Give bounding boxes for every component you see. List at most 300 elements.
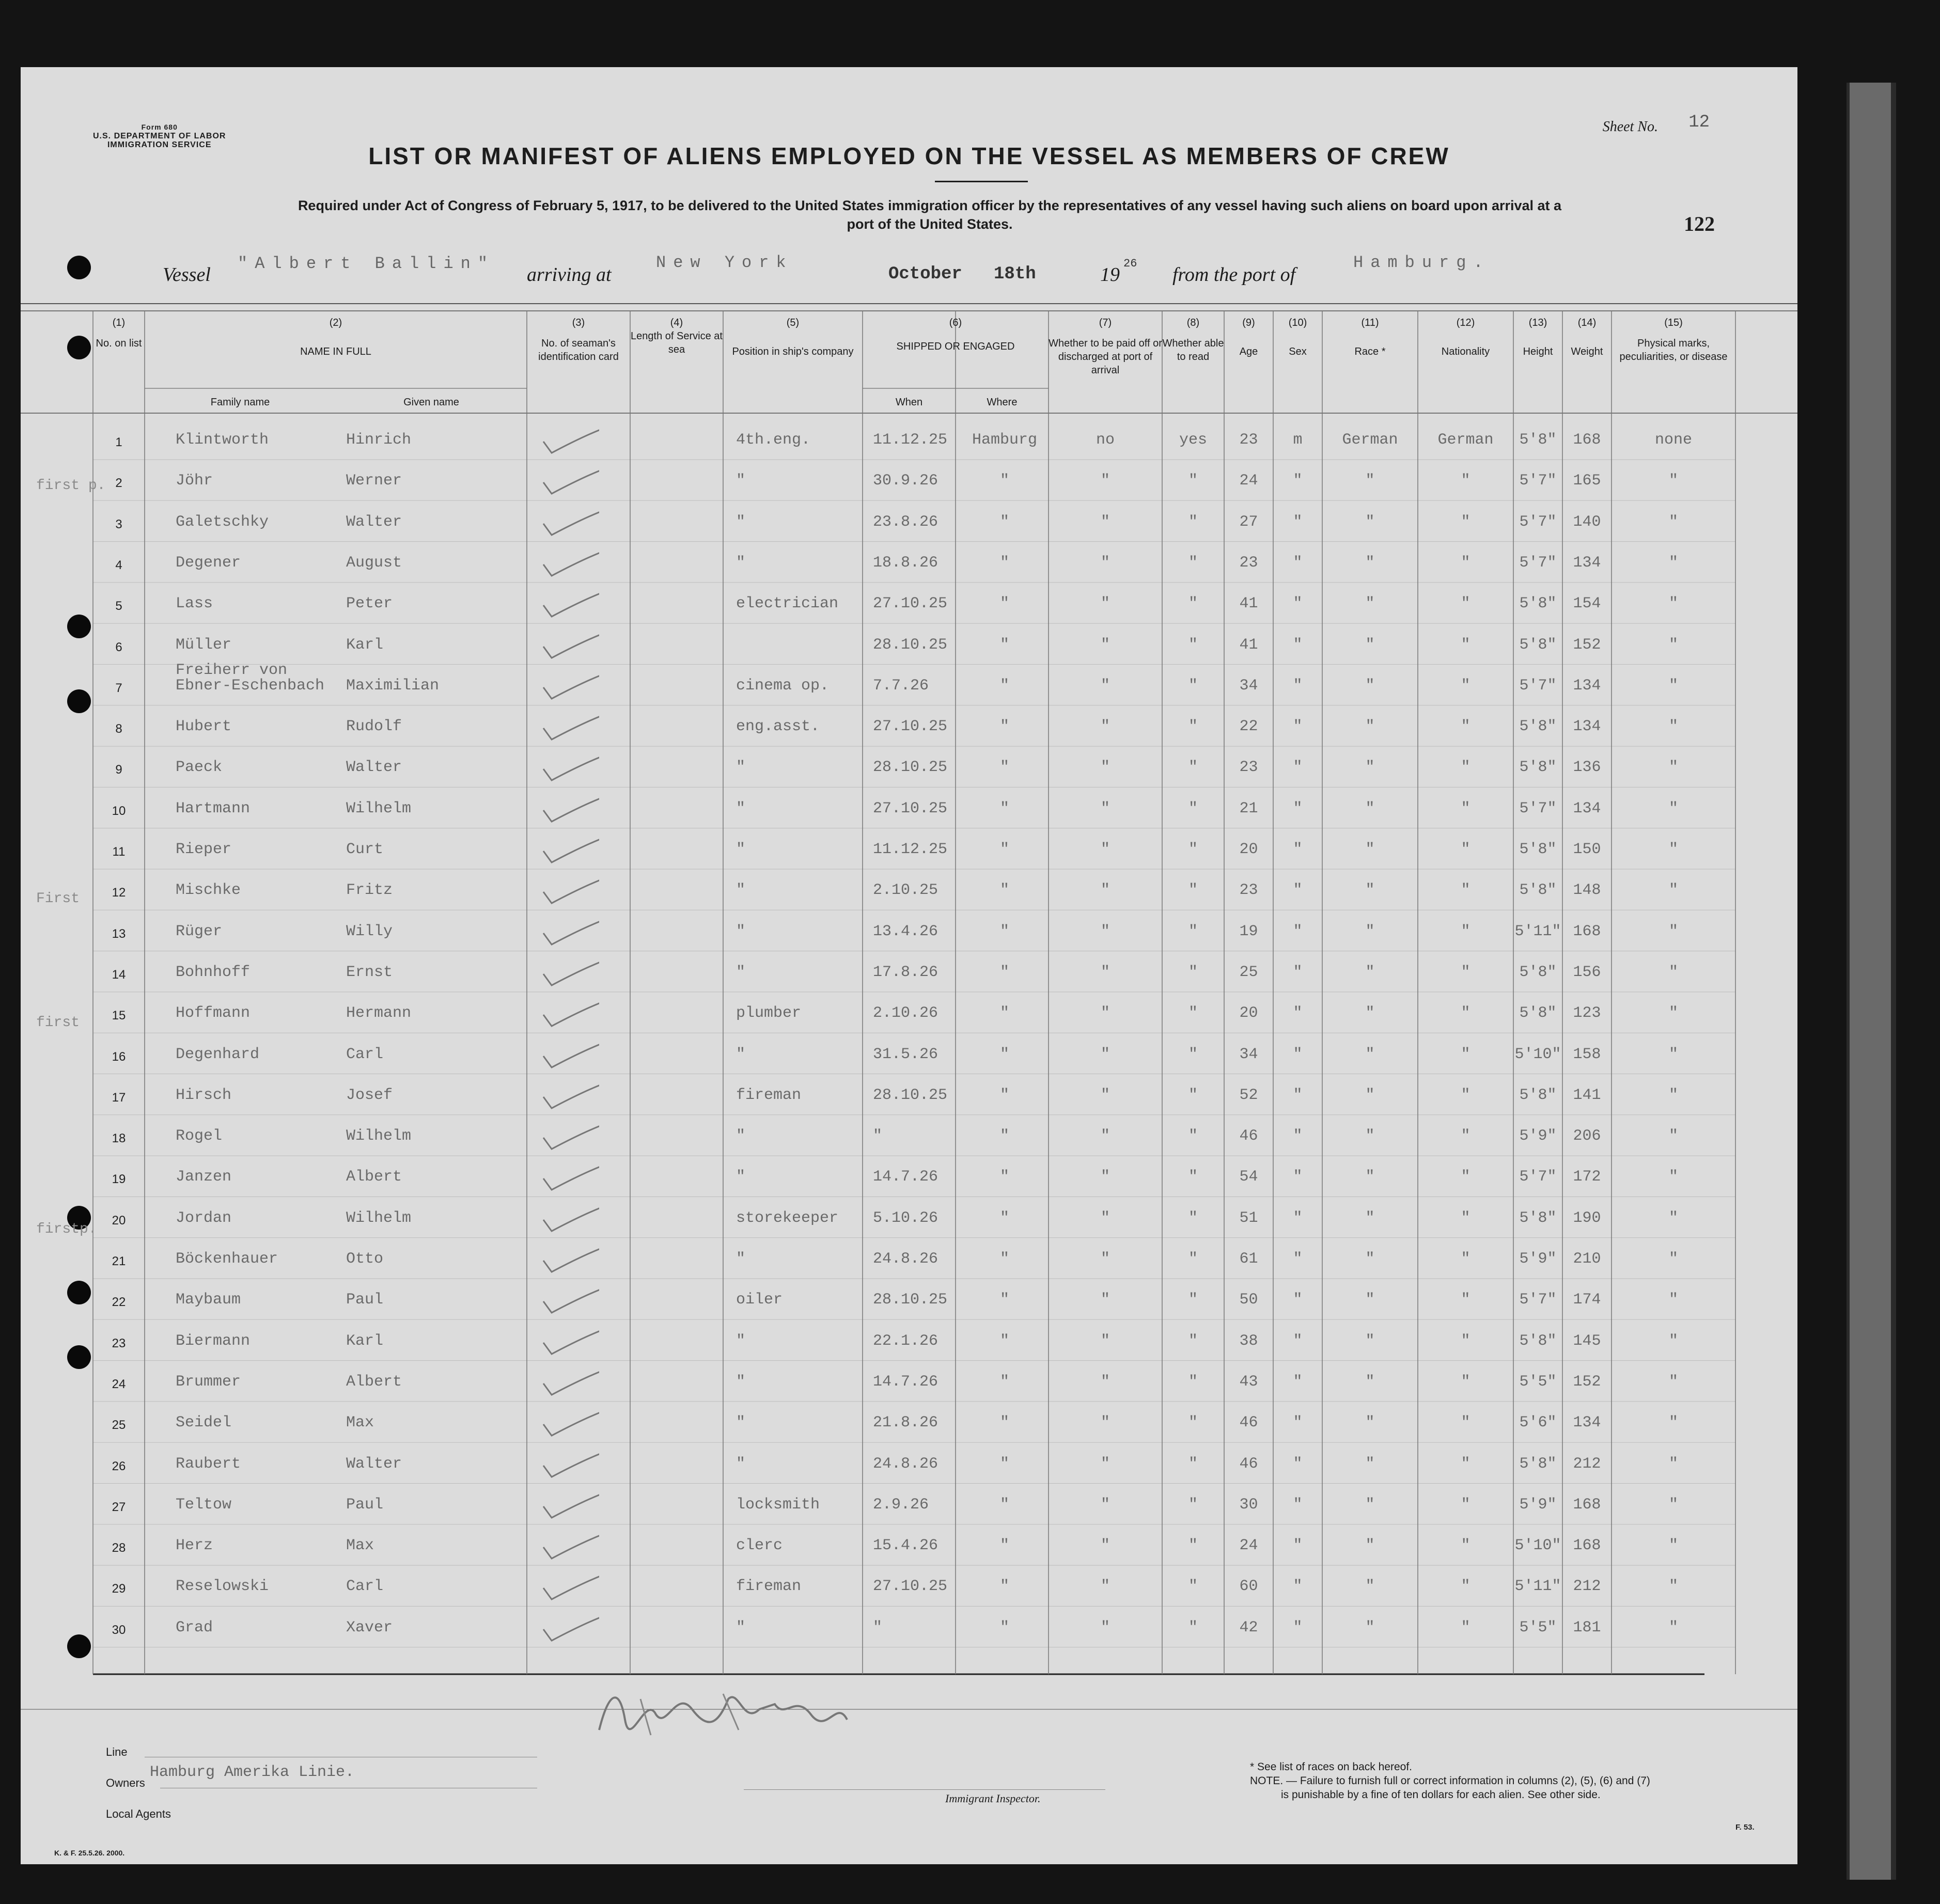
- row-number: 12: [112, 886, 126, 900]
- cell-weight: 181: [1573, 1618, 1601, 1637]
- cell-sex: ": [1293, 1209, 1303, 1227]
- cell-height: 5'7": [1519, 799, 1557, 817]
- cell-height: 5'7": [1519, 513, 1557, 531]
- cell-when: 23.8.26: [873, 513, 938, 531]
- col-paid-header: [1049, 316, 1162, 377]
- row-number: 8: [115, 722, 122, 736]
- col-service-header: [630, 316, 723, 356]
- cell-weight: 165: [1573, 472, 1601, 490]
- cell-given: Walter: [346, 759, 402, 777]
- cell-height: 5'8": [1519, 1455, 1557, 1473]
- cell-where: ": [999, 882, 1009, 900]
- cell-height: 5'7": [1519, 1291, 1557, 1309]
- cell-paid: ": [1100, 841, 1110, 858]
- cell-height: 5'8": [1519, 963, 1557, 981]
- cell-where: ": [999, 759, 1009, 777]
- check-mark-icon: [542, 1450, 599, 1481]
- cell-paid: ": [1100, 1045, 1110, 1063]
- check-mark-icon: [542, 1572, 599, 1603]
- cell-height: 5'8": [1519, 1209, 1557, 1227]
- subtitle-line: port of the United States.: [847, 216, 1013, 232]
- check-mark-icon: [542, 590, 599, 621]
- cell-height: 5'8": [1519, 841, 1557, 858]
- cell-read: ": [1188, 636, 1198, 654]
- owners-label: Owners: [106, 1776, 145, 1789]
- cell-read: ": [1188, 963, 1198, 981]
- cell-paid: ": [1100, 1414, 1110, 1432]
- sheet-number: 12: [1688, 113, 1710, 132]
- col-read-header: [1162, 316, 1224, 364]
- cell-height: 5'10": [1514, 1537, 1561, 1555]
- cell-height: 5'9": [1519, 1250, 1557, 1268]
- cell-height: 5'5": [1519, 1618, 1557, 1637]
- row-number: 24: [112, 1377, 126, 1391]
- cell-paid: ": [1100, 1250, 1110, 1268]
- cell-where: ": [999, 799, 1009, 817]
- cell-sex: ": [1293, 513, 1303, 531]
- cell-given: Josef: [346, 1086, 393, 1104]
- cell-when: 24.8.26: [873, 1455, 938, 1473]
- cell-when: 11.12.25: [873, 841, 948, 858]
- cell-marks: ": [1668, 882, 1678, 900]
- cell-age: 34: [1239, 1045, 1258, 1063]
- cell-paid: ": [1100, 1291, 1110, 1309]
- cell-race: ": [1365, 636, 1375, 654]
- cell-read: ": [1188, 513, 1198, 531]
- cell-where: ": [999, 1127, 1009, 1145]
- cell-family: Jöhr: [176, 472, 213, 490]
- line-label: Line: [106, 1745, 128, 1758]
- cell-nationality: ": [1461, 1618, 1470, 1637]
- cell-given: Albert: [346, 1168, 402, 1186]
- cell-where: ": [999, 676, 1009, 695]
- row-number: 15: [112, 1009, 126, 1023]
- col-number: (2): [329, 317, 342, 328]
- cell-family: Jordan: [176, 1209, 232, 1227]
- cell-marks: ": [1668, 636, 1678, 654]
- cell-age: 20: [1239, 841, 1258, 858]
- cell-given: Max: [346, 1537, 374, 1555]
- cell-marks: ": [1668, 554, 1678, 572]
- cell-position: cinema op.: [736, 676, 830, 695]
- cell-when: 28.10.25: [873, 1086, 948, 1104]
- cell-when: 7.7.26: [873, 676, 929, 695]
- cell-paid: ": [1100, 1004, 1110, 1022]
- cell-paid: ": [1100, 1455, 1110, 1473]
- cell-given: Hermann: [346, 1004, 412, 1022]
- inspector-signature: [589, 1678, 857, 1745]
- cell-weight: 148: [1573, 882, 1601, 900]
- cell-family: Degenhard: [176, 1045, 260, 1063]
- cell-marks: ": [1668, 1578, 1678, 1596]
- cell-where: ": [999, 1537, 1009, 1555]
- cell-read: ": [1188, 1332, 1198, 1350]
- cell-family: Hartmann: [176, 799, 251, 817]
- check-mark-icon: [542, 1081, 599, 1112]
- cell-read: ": [1188, 1209, 1198, 1227]
- cell-sex: ": [1293, 1496, 1303, 1514]
- cell-height: 5'7": [1519, 554, 1557, 572]
- col-number: (7): [1099, 317, 1112, 328]
- cell-family: Reselowski: [176, 1578, 269, 1596]
- cell-race: ": [1365, 595, 1375, 613]
- cell-given: Curt: [346, 841, 384, 858]
- row-number: 18: [112, 1131, 126, 1146]
- cell-position: ": [736, 1455, 746, 1473]
- cell-paid: ": [1100, 1618, 1110, 1637]
- cell-marks: ": [1668, 1537, 1678, 1555]
- cell-height: 5'8": [1519, 431, 1557, 449]
- adjacent-page-edge: [1847, 83, 1896, 1880]
- cell-weight: 168: [1573, 1537, 1601, 1555]
- cell-where: ": [999, 1045, 1009, 1063]
- check-mark-icon: [542, 958, 599, 989]
- col-label: NAME IN FULL: [300, 346, 371, 357]
- cell-read: ": [1188, 1537, 1198, 1555]
- cell-marks: ": [1668, 718, 1678, 736]
- cell-race: ": [1365, 1004, 1375, 1022]
- cell-paid: ": [1100, 1127, 1110, 1145]
- col-number: (12): [1456, 317, 1475, 328]
- cell-nationality: ": [1461, 963, 1470, 981]
- cell-sex: ": [1293, 759, 1303, 777]
- cell-nationality: ": [1461, 1045, 1470, 1063]
- cell-where: ": [999, 1455, 1009, 1473]
- penalty-note-continued: is punishable by a fine of ten dollars for each alien. See other side.: [1281, 1789, 1601, 1801]
- cell-paid: ": [1100, 1168, 1110, 1186]
- check-mark-icon: [542, 713, 599, 744]
- cell-given: Karl: [346, 1332, 384, 1350]
- cell-nationality: ": [1461, 1209, 1470, 1227]
- cell-where: ": [999, 513, 1009, 531]
- cell-weight: 134: [1573, 554, 1601, 572]
- check-mark-icon: [542, 836, 599, 867]
- cell-read: ": [1188, 799, 1198, 817]
- row-number: 20: [112, 1213, 126, 1228]
- cell-age: 46: [1239, 1414, 1258, 1432]
- cell-where: ": [999, 1250, 1009, 1268]
- cell-paid: ": [1100, 1332, 1110, 1350]
- cell-height: 5'8": [1519, 759, 1557, 777]
- col-label: No. of seaman's identification card: [538, 338, 619, 363]
- cell-where: ": [999, 841, 1009, 858]
- cell-read: ": [1188, 1127, 1198, 1145]
- cell-marks: ": [1668, 1455, 1678, 1473]
- cell-height: 5'5": [1519, 1373, 1557, 1391]
- col-label: Position in ship's company: [732, 346, 854, 357]
- cell-paid: ": [1100, 963, 1110, 981]
- col-label: SHIPPED OR ENGAGED: [896, 341, 1015, 352]
- cell-family: Teltow: [176, 1496, 232, 1514]
- cell-marks: ": [1668, 1127, 1678, 1145]
- cell-age: 51: [1239, 1209, 1258, 1227]
- col-no-header: [93, 316, 145, 350]
- cell-age: 52: [1239, 1086, 1258, 1104]
- cell-read: ": [1188, 841, 1198, 858]
- cell-race: ": [1365, 963, 1375, 981]
- cell-given: Walter: [346, 1455, 402, 1473]
- cell-when: 2.10.26: [873, 1004, 938, 1022]
- cell-marks: ": [1668, 922, 1678, 940]
- cell-weight: 168: [1573, 922, 1601, 940]
- col-number: (14): [1577, 317, 1597, 328]
- cell-paid: no: [1096, 431, 1115, 449]
- cell-where: Hamburg: [972, 431, 1038, 449]
- row-number: 25: [112, 1418, 126, 1433]
- cell-given: Albert: [346, 1373, 402, 1391]
- row-number: 10: [112, 804, 126, 818]
- cell-family: Paeck: [176, 759, 223, 777]
- cell-sex: ": [1293, 1332, 1303, 1350]
- local-agents-label: Local Agents: [106, 1807, 171, 1820]
- cell-family: Bohnhoff: [176, 963, 251, 981]
- cell-family: Rüger: [176, 922, 223, 940]
- cell-paid: ": [1100, 799, 1110, 817]
- row-number: 14: [112, 967, 126, 982]
- cell-race: ": [1365, 718, 1375, 736]
- cell-paid: ": [1100, 1373, 1110, 1391]
- row-number: 17: [112, 1090, 126, 1105]
- cell-race: ": [1365, 1127, 1375, 1145]
- row-number: 30: [112, 1623, 126, 1637]
- cell-where: ": [999, 718, 1009, 736]
- cell-position: oiler: [736, 1291, 783, 1309]
- margin-note: first: [36, 1015, 80, 1031]
- cell-given: Ernst: [346, 963, 393, 981]
- col-shipped-header: [863, 316, 1049, 353]
- cell-sex: ": [1293, 799, 1303, 817]
- cell-when: 30.9.26: [873, 472, 938, 490]
- cell-height: 5'9": [1519, 1496, 1557, 1514]
- cell-race: ": [1365, 1168, 1375, 1186]
- cell-weight: 141: [1573, 1086, 1601, 1104]
- cell-race: ": [1365, 1618, 1375, 1637]
- check-mark-icon: [542, 918, 599, 949]
- cell-when: 21.8.26: [873, 1414, 938, 1432]
- cell-nationality: ": [1461, 922, 1470, 940]
- cell-where: ": [999, 1086, 1009, 1104]
- cell-race: ": [1365, 676, 1375, 695]
- cell-nationality: ": [1461, 799, 1470, 817]
- cell-family: Hirsch: [176, 1086, 232, 1104]
- cell-weight: 172: [1573, 1168, 1601, 1186]
- cell-nationality: ": [1461, 1086, 1470, 1104]
- cell-given: Maximilian: [346, 676, 440, 695]
- cell-marks: ": [1668, 1209, 1678, 1227]
- cell-nationality: ": [1461, 1250, 1470, 1268]
- cell-given: Fritz: [346, 882, 393, 900]
- cell-sex: m: [1293, 431, 1303, 449]
- cell-nationality: ": [1461, 1373, 1470, 1391]
- cell-nationality: ": [1461, 1496, 1470, 1514]
- cell-given: Werner: [346, 472, 402, 490]
- cell-where: ": [999, 922, 1009, 940]
- cell-read: ": [1188, 882, 1198, 900]
- cell-sex: ": [1293, 554, 1303, 572]
- cell-height: 5'10": [1514, 1045, 1561, 1063]
- cell-sex: ": [1293, 1168, 1303, 1186]
- cell-weight: 152: [1573, 636, 1601, 654]
- cell-when: 27.10.25: [873, 595, 948, 613]
- cell-given: Wilhelm: [346, 799, 412, 817]
- cell-nationality: ": [1461, 472, 1470, 490]
- cell-weight: 158: [1573, 1045, 1601, 1063]
- cell-position: clerc: [736, 1537, 783, 1555]
- cell-sex: ": [1293, 963, 1303, 981]
- cell-position: 4th.eng.: [736, 431, 811, 449]
- cell-where: ": [999, 1496, 1009, 1514]
- cell-race: ": [1365, 1332, 1375, 1350]
- col-number: (10): [1288, 317, 1307, 328]
- row-number: 29: [112, 1582, 126, 1596]
- check-mark-icon: [542, 549, 599, 580]
- cell-where: ": [999, 1291, 1009, 1309]
- cell-paid: ": [1100, 718, 1110, 736]
- cell-family: Brummer: [176, 1373, 241, 1391]
- row-number: 21: [112, 1254, 126, 1268]
- cell-read: ": [1188, 472, 1198, 490]
- cell-sex: ": [1293, 472, 1303, 490]
- cell-weight: 152: [1573, 1373, 1601, 1391]
- cell-height: 5'11": [1514, 922, 1561, 940]
- cell-age: 19: [1239, 922, 1258, 940]
- year-suffix: 26: [1123, 257, 1137, 270]
- cell-family: Rogel: [176, 1127, 223, 1145]
- cell-position: ": [736, 1332, 746, 1350]
- cell-marks: ": [1668, 595, 1678, 613]
- cell-given: August: [346, 554, 402, 572]
- cell-weight: 174: [1573, 1291, 1601, 1309]
- check-mark-icon: [542, 467, 599, 498]
- cell-family: Maybaum: [176, 1291, 241, 1309]
- check-mark-icon: [542, 1041, 599, 1072]
- col-where-header: Where: [987, 397, 1018, 408]
- cell-given: Hinrich: [346, 431, 412, 449]
- col-card-header: [527, 316, 630, 364]
- row-number: 26: [112, 1459, 126, 1473]
- cell-race: ": [1365, 1537, 1375, 1555]
- manifest-sheet: [21, 67, 1797, 1864]
- cell-age: 61: [1239, 1250, 1258, 1268]
- cell-given: Karl: [346, 636, 384, 654]
- subtitle-line: Required under Act of Congress of February 5, 1917, to be delivered to the United States immigration officer by the representatives of any vessel having such aliens on board upon arrival at a: [298, 198, 1562, 213]
- cell-sex: ": [1293, 636, 1303, 654]
- cell-family: Lass: [176, 595, 213, 613]
- cell-position: ": [736, 472, 746, 490]
- cell-where: ": [999, 1332, 1009, 1350]
- cell-family: Hubert: [176, 718, 232, 736]
- cell-position: ": [736, 799, 746, 817]
- cell-weight: 206: [1573, 1127, 1601, 1145]
- cell-height: 5'7": [1519, 676, 1557, 695]
- cell-when: 13.4.26: [873, 922, 938, 940]
- check-mark-icon: [542, 1491, 599, 1522]
- inspector-underline: [744, 1789, 1105, 1790]
- cell-marks: ": [1668, 1045, 1678, 1063]
- cell-nationality: ": [1461, 1537, 1470, 1555]
- cell-height: 5'8": [1519, 595, 1557, 613]
- check-mark-icon: [542, 508, 599, 539]
- cell-position: fireman: [736, 1578, 802, 1596]
- cell-read: yes: [1179, 431, 1207, 449]
- cell-race: ": [1365, 1209, 1375, 1227]
- cell-given: Otto: [346, 1250, 384, 1268]
- cell-sex: ": [1293, 1045, 1303, 1063]
- cell-age: 38: [1239, 1332, 1258, 1350]
- cell-nationality: ": [1461, 1578, 1470, 1596]
- col-number: (4): [670, 317, 683, 328]
- cell-weight: 212: [1573, 1578, 1601, 1596]
- check-mark-icon: [542, 1204, 599, 1235]
- col-name-header: [145, 316, 527, 358]
- check-mark-icon: [542, 1532, 599, 1563]
- race-note: * See list of races on back hereof.: [1250, 1761, 1413, 1773]
- cell-race: ": [1365, 1373, 1375, 1391]
- cell-position: ": [736, 1618, 746, 1637]
- cell-paid: ": [1100, 1086, 1110, 1104]
- cell-marks: ": [1668, 1086, 1678, 1104]
- cell-given: Xaver: [346, 1618, 393, 1637]
- col-label: Weight: [1571, 346, 1603, 357]
- cell-age: 23: [1239, 554, 1258, 572]
- cell-read: ": [1188, 1414, 1198, 1432]
- cell-when: 2.10.25: [873, 882, 938, 900]
- row-number: 23: [112, 1336, 126, 1350]
- cell-race: ": [1365, 759, 1375, 777]
- cell-age: 60: [1239, 1578, 1258, 1596]
- cell-when: 24.8.26: [873, 1250, 938, 1268]
- check-mark-icon: [542, 753, 599, 784]
- cell-read: ": [1188, 676, 1198, 695]
- row-number: 4: [115, 558, 122, 572]
- year-prefix: 19: [1100, 264, 1120, 286]
- cell-when: 27.10.25: [873, 1578, 948, 1596]
- cell-paid: ": [1100, 554, 1110, 572]
- sheet-label: Sheet No.: [1602, 119, 1658, 135]
- cell-when: 17.8.26: [873, 963, 938, 981]
- cell-nationality: ": [1461, 1168, 1470, 1186]
- cell-given: Peter: [346, 595, 393, 613]
- cell-sex: ": [1293, 1250, 1303, 1268]
- cell-age: 23: [1239, 431, 1258, 449]
- cell-nationality: ": [1461, 554, 1470, 572]
- form-code: F. 53.: [1735, 1823, 1755, 1832]
- check-mark-icon: [542, 795, 599, 826]
- cell-position: ": [736, 1414, 746, 1432]
- row-number: 13: [112, 926, 126, 941]
- cell-given: Wilhelm: [346, 1209, 412, 1227]
- check-mark-icon: [542, 631, 599, 662]
- cell-given: Carl: [346, 1045, 384, 1063]
- cell-sex: ": [1293, 1373, 1303, 1391]
- cell-age: 22: [1239, 718, 1258, 736]
- cell-race: ": [1365, 841, 1375, 858]
- cell-position: ": [736, 963, 746, 981]
- col-position-header: [723, 316, 863, 358]
- cell-age: 25: [1239, 963, 1258, 981]
- cell-given: Wilhelm: [346, 1127, 412, 1145]
- col-family-header: Family name: [210, 397, 270, 408]
- cell-race: ": [1365, 799, 1375, 817]
- col-label: Whether to be paid off or discharged at port of arrival: [1049, 338, 1162, 376]
- cell-position: locksmith: [736, 1496, 820, 1514]
- cell-weight: 145: [1573, 1332, 1601, 1350]
- cell-position: ": [736, 1168, 746, 1186]
- cell-read: ": [1188, 1168, 1198, 1186]
- cell-position: plumber: [736, 1004, 802, 1022]
- row-number: 3: [115, 517, 122, 531]
- cell-sex: ": [1293, 718, 1303, 736]
